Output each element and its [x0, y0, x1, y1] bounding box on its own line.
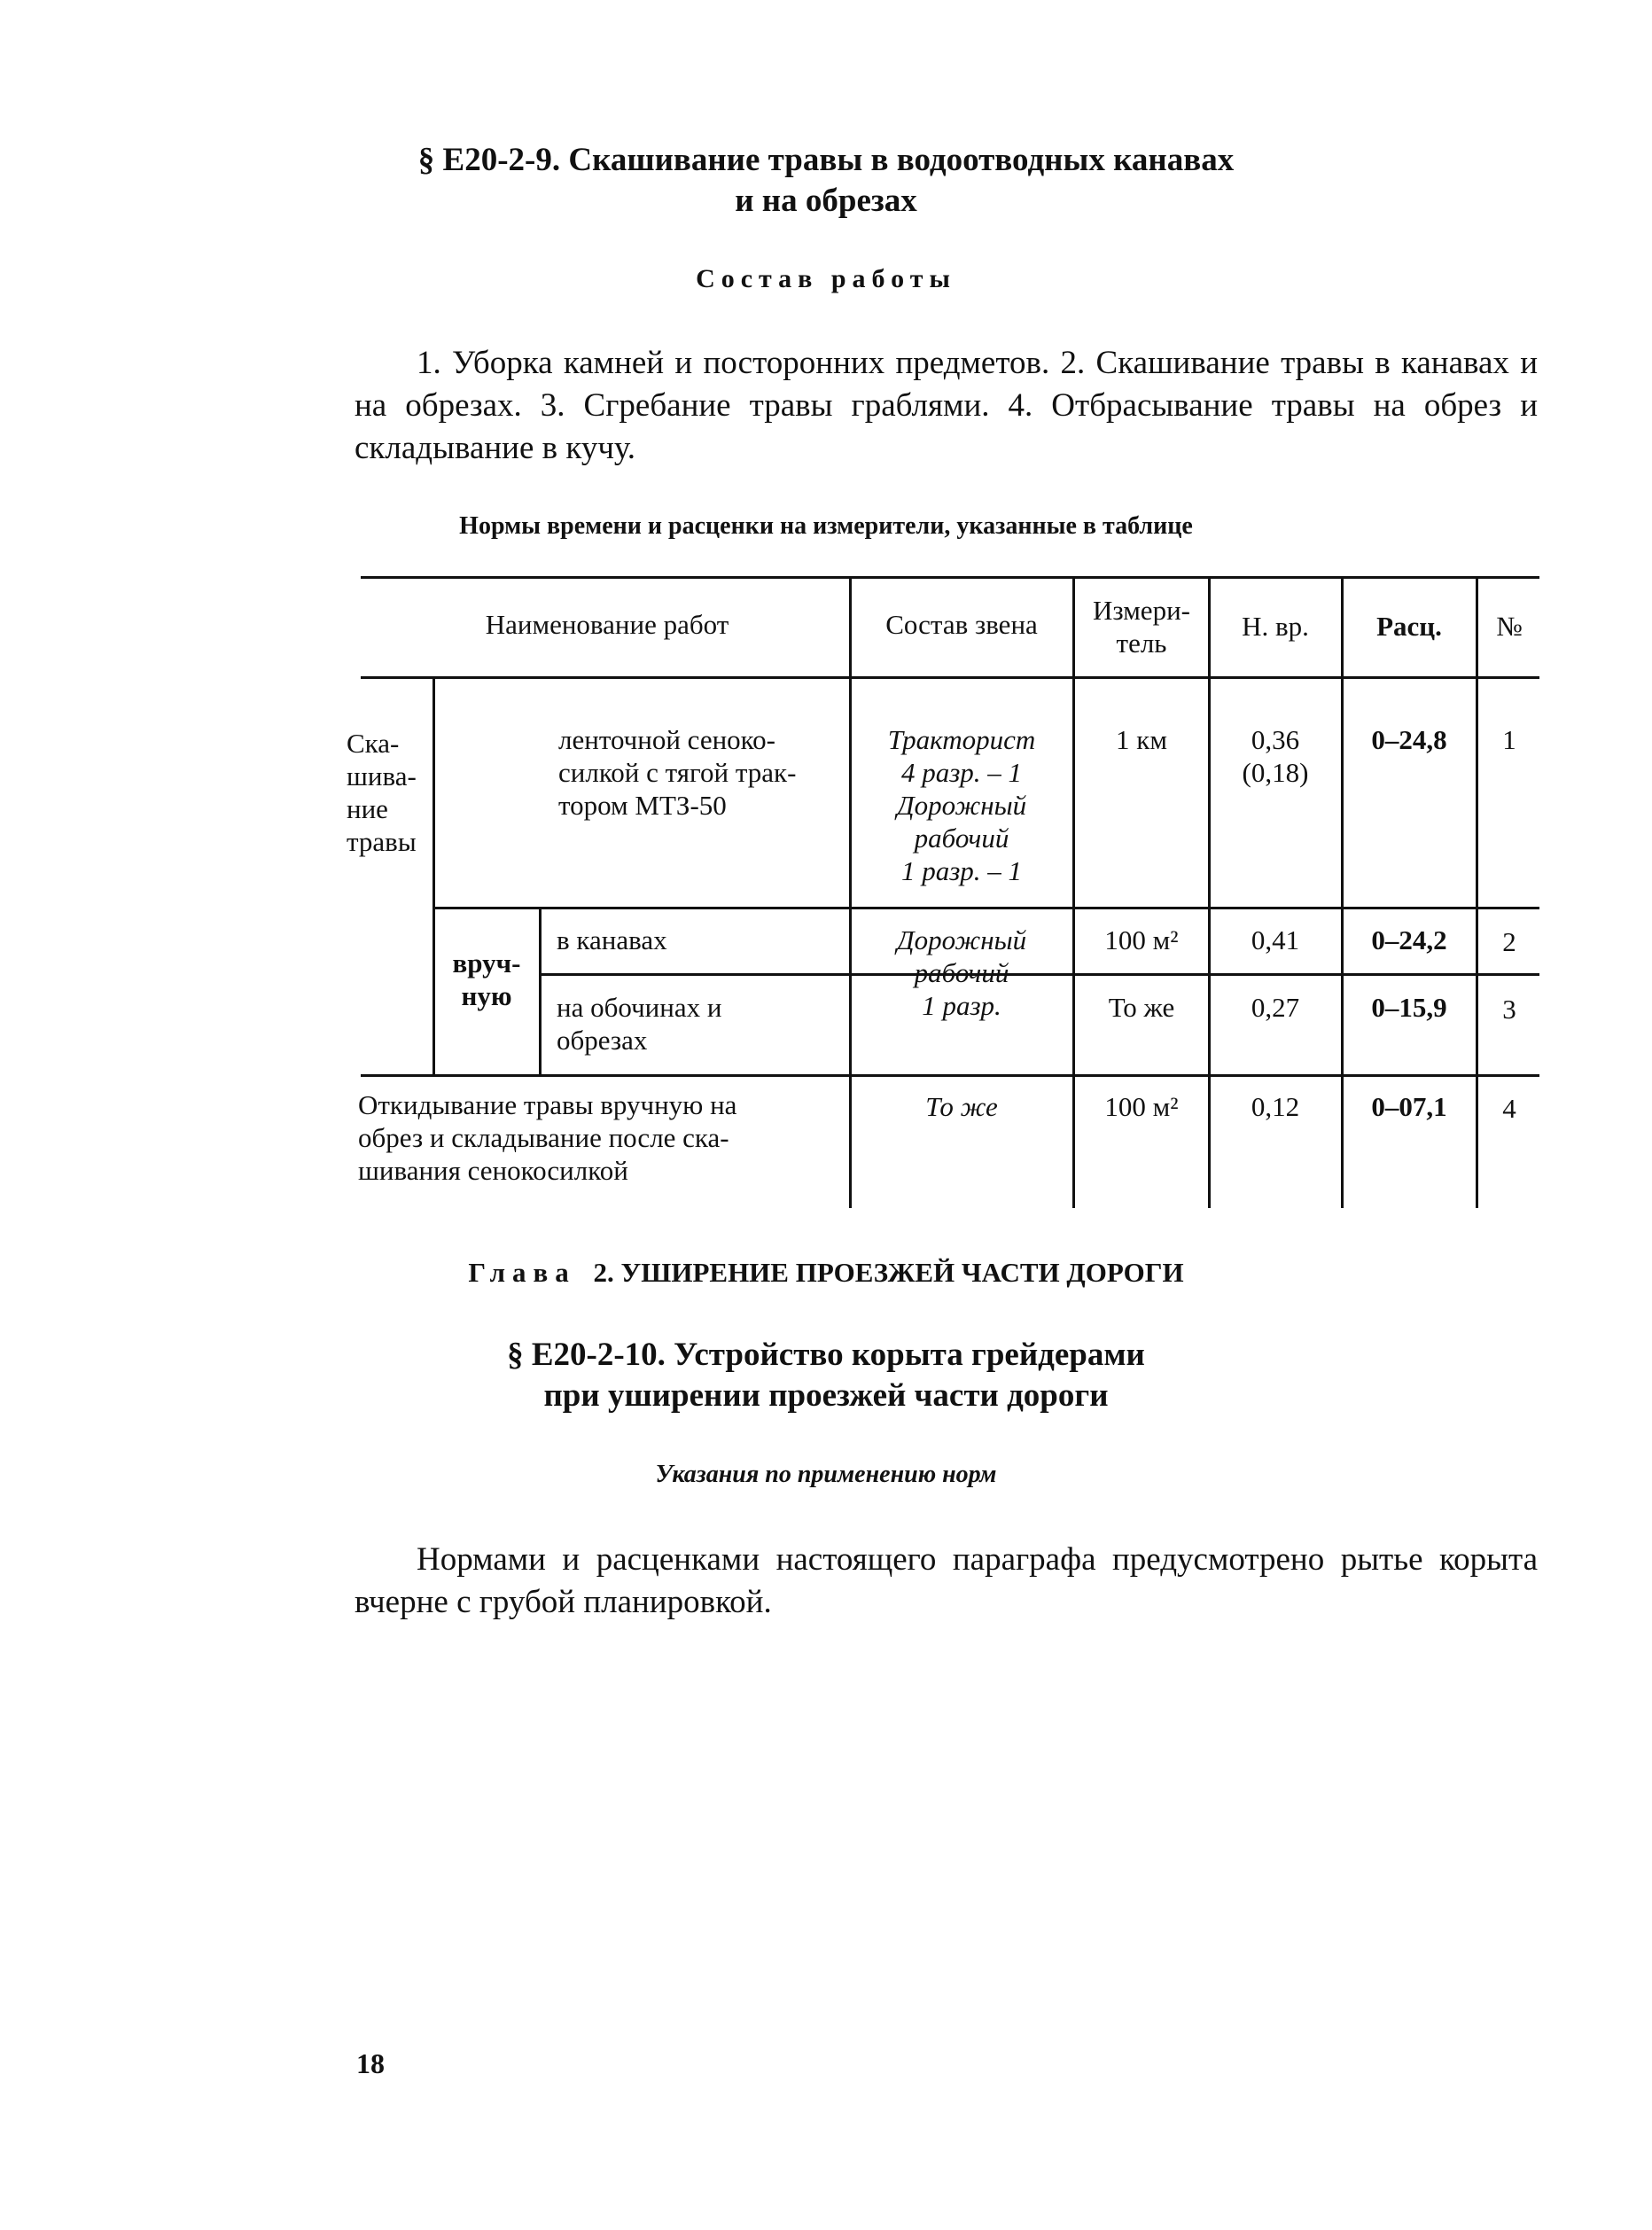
work-text: 1. Уборка камней и посторонних предметов. 2. Скашивание травы в канавах и на обрезах. 3. Сгребание травы граблями. 4. Отбрасывание травы на обрез и складывание в кучу. — [355, 345, 1538, 466]
section-title-line2: и на обрезах — [735, 183, 917, 219]
row3-unit: То же — [1108, 992, 1175, 1023]
row3-num: 3 — [1502, 994, 1516, 1025]
row1-num: 1 — [1502, 724, 1516, 755]
header-name: Наименование работ — [485, 609, 729, 640]
table-caption: Нормы времени и расценки на измерители, указанные в таблице — [459, 512, 1193, 540]
manual-crew: Дорожный рабочий 1 разр. — [896, 924, 1027, 1021]
row3-desc: на обочинах и обрезах — [557, 992, 722, 1056]
section-title-line1: § Е20-2-9. Скашивание травы в водоотводных канавах — [417, 142, 1235, 178]
section2-text: Нормами и расценками настоящего параграфа предусмотрено рытье корыта вчерне с грубой планировкой. — [355, 1541, 1538, 1620]
group-label: Ска- шива- ние травы — [347, 728, 417, 857]
header-num: № — [1496, 611, 1523, 642]
row4-num: 4 — [1502, 1093, 1516, 1124]
row1-rate: 0–24,8 — [1371, 724, 1447, 755]
chapter-prefix: Глава — [468, 1257, 576, 1288]
row2-num: 2 — [1502, 926, 1516, 957]
chapter-heading — [0, 1257, 1652, 1289]
row3-rate: 0–15,9 — [1371, 992, 1447, 1023]
manual-label: вруч- ную — [452, 947, 521, 1011]
header-rate: Расц. — [1376, 611, 1442, 642]
row2-desc: в канавах — [557, 924, 667, 955]
work-heading: Состав работы — [696, 264, 956, 293]
row1-unit: 1 км — [1116, 724, 1167, 755]
row4-desc: Откидывание травы вручную на обрез и складывание после ска- шивания сенокосилкой — [358, 1089, 737, 1186]
section2-title-line1: § Е20-2-10. Устройство корыта грейдерами — [507, 1337, 1145, 1373]
row2-norm: 0,41 — [1251, 924, 1300, 955]
row1-desc: ленточной сеноко- силкой с тягой трак- тором МТЗ-50 — [558, 724, 797, 821]
row4-norm: 0,12 — [1251, 1091, 1300, 1122]
row2-rate: 0–24,2 — [1371, 924, 1447, 955]
row4-crew: То же — [925, 1091, 998, 1122]
header-crew: Состав звена — [885, 609, 1038, 640]
row1-crew: Тракторист 4 разр. – 1 Дорожный рабочий 1 разр. – 1 — [887, 724, 1036, 886]
row2-unit: 100 м² — [1104, 924, 1179, 955]
header-unit: Измери- тель — [1093, 595, 1190, 659]
row4-rate: 0–07,1 — [1371, 1091, 1447, 1122]
page-number: 18 — [356, 2047, 385, 2079]
row1-norm: 0,36 (0,18) — [1242, 724, 1309, 788]
section2-title-line2: при уширении проезжей части дороги — [543, 1377, 1109, 1414]
row4-unit: 100 м² — [1104, 1091, 1179, 1122]
header-norm: Н. вр. — [1242, 611, 1309, 642]
chapter-title: 2. УШИРЕНИЕ ПРОЕЗЖЕЙ ЧАСТИ ДОРОГИ — [593, 1257, 1184, 1288]
row3-norm: 0,27 — [1251, 992, 1300, 1023]
section2-subheading: Указания по применению норм — [655, 1461, 997, 1488]
